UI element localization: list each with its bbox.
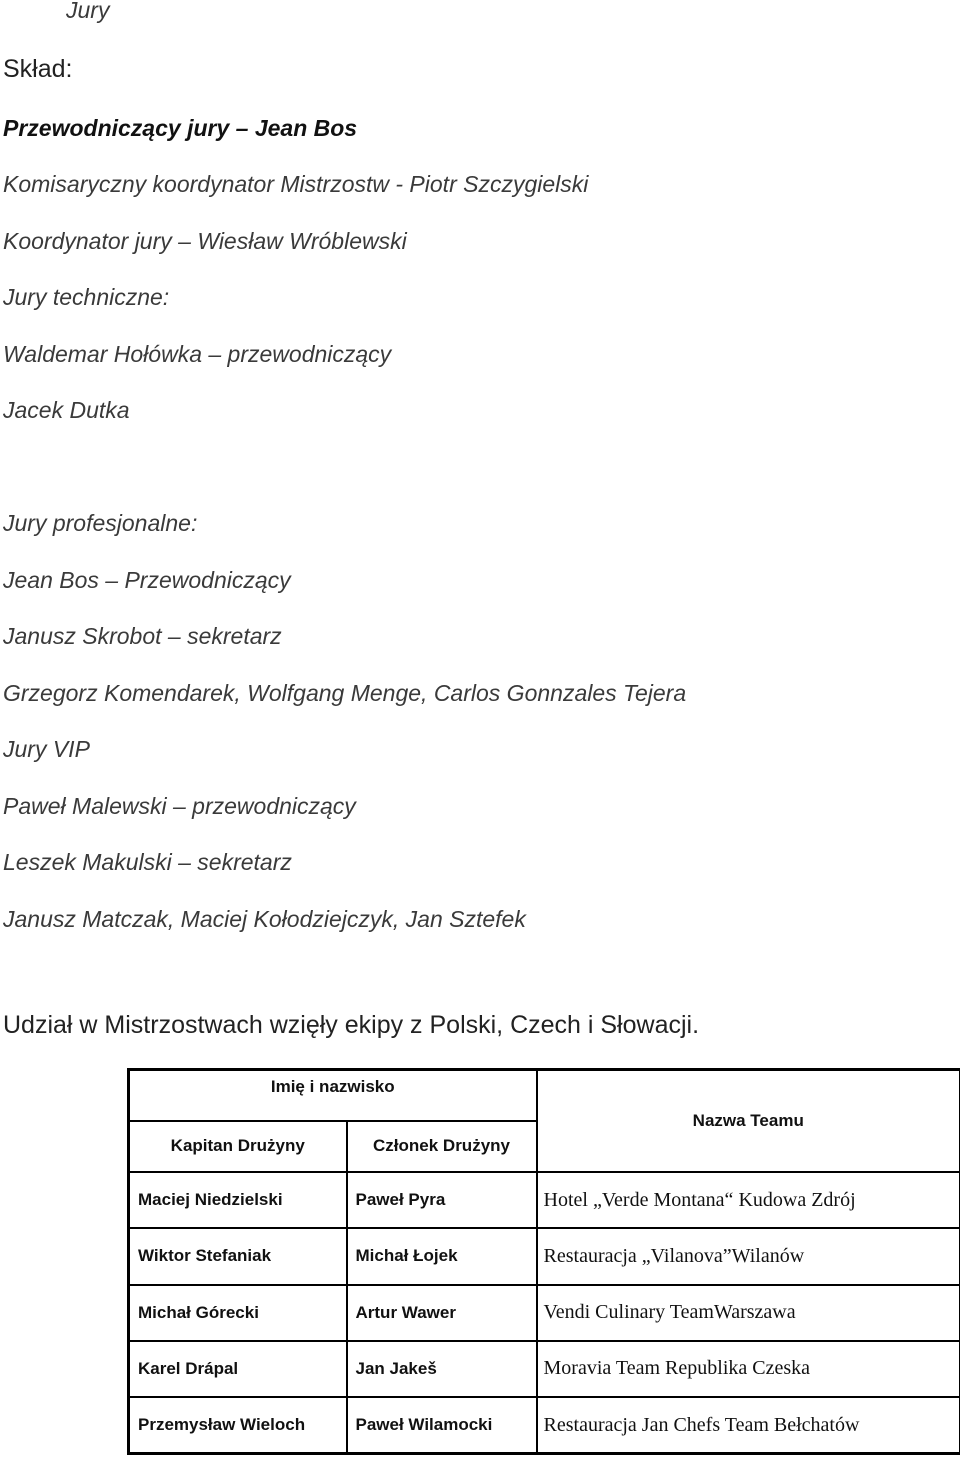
member-cell: Artur Wawer bbox=[347, 1285, 537, 1341]
professional-jury-member: Janusz Skrobot – sekretarz bbox=[3, 623, 282, 649]
table-row bbox=[129, 1397, 960, 1453]
team-cell: Moravia Team Republika Czeska bbox=[537, 1341, 960, 1397]
team-cell: Restauracja Jan Chefs Team Bełchatów bbox=[537, 1397, 960, 1453]
captain-cell: Maciej Niedzielski bbox=[129, 1172, 347, 1228]
technical-jury-member: Waldemar Hołówka – przewodniczący bbox=[3, 341, 392, 367]
team-cell: Vendi Culinary TeamWarszawa bbox=[537, 1285, 960, 1341]
header-captain: Kapitan Drużyny bbox=[129, 1121, 347, 1172]
header-name: Imię i nazwisko bbox=[129, 1070, 537, 1121]
technical-jury-member: Jacek Dutka bbox=[3, 397, 130, 423]
member-cell: Paweł Pyra bbox=[347, 1172, 537, 1228]
technical-jury-heading: Jury techniczne: bbox=[3, 284, 170, 310]
header-member: Członek Drużyny bbox=[347, 1121, 537, 1172]
team-cell: Restauracja „Vilanova”Wilanów bbox=[537, 1228, 960, 1284]
commissioner-line: Komisaryczny koordynator Mistrzostw - Piotr Szczygielski bbox=[3, 171, 589, 197]
coordinator-line: Koordynator jury – Wiesław Wróblewski bbox=[3, 228, 407, 254]
vip-jury-member: Janusz Matczak, Maciej Kołodziejczyk, Jan Sztefek bbox=[3, 906, 526, 932]
professional-jury-heading: Jury profesjonalne: bbox=[3, 510, 198, 536]
table-row bbox=[129, 1228, 960, 1284]
participation-note: Udział w Mistrzostwach wzięły ekipy z Polski, Czech i Słowacji. bbox=[3, 1011, 700, 1039]
jury-chair-line: Przewodniczący jury – Jean Bos bbox=[3, 115, 358, 141]
teams-table bbox=[127, 1068, 960, 1455]
team-cell: Hotel „Verde Montana“ Kudowa Zdrój bbox=[537, 1172, 960, 1228]
professional-jury-member: Grzegorz Komendarek, Wolfgang Menge, Carlos Gonnzales Tejera bbox=[3, 680, 687, 706]
table-row bbox=[129, 1285, 960, 1341]
professional-jury-member: Jean Bos – Przewodniczący bbox=[3, 567, 291, 593]
captain-cell: Michał Górecki bbox=[129, 1285, 347, 1341]
composition-label: Skład: bbox=[3, 55, 73, 83]
vip-jury-heading: Jury VIP bbox=[3, 736, 90, 762]
member-cell: Michał Łojek bbox=[347, 1228, 537, 1284]
member-cell: Paweł Wilamocki bbox=[347, 1397, 537, 1453]
captain-cell: Przemysław Wieloch bbox=[129, 1397, 347, 1453]
table-row bbox=[129, 1341, 960, 1397]
vip-jury-member: Paweł Malewski – przewodniczący bbox=[3, 793, 356, 819]
captain-cell: Karel Drápal bbox=[129, 1341, 347, 1397]
captain-cell: Wiktor Stefaniak bbox=[129, 1228, 347, 1284]
page-heading: Jury bbox=[66, 0, 110, 23]
member-cell: Jan Jakeš bbox=[347, 1341, 537, 1397]
vip-jury-member: Leszek Makulski – sekretarz bbox=[3, 849, 292, 875]
table-row bbox=[129, 1172, 960, 1228]
header-team: Nazwa Teamu bbox=[537, 1070, 960, 1172]
